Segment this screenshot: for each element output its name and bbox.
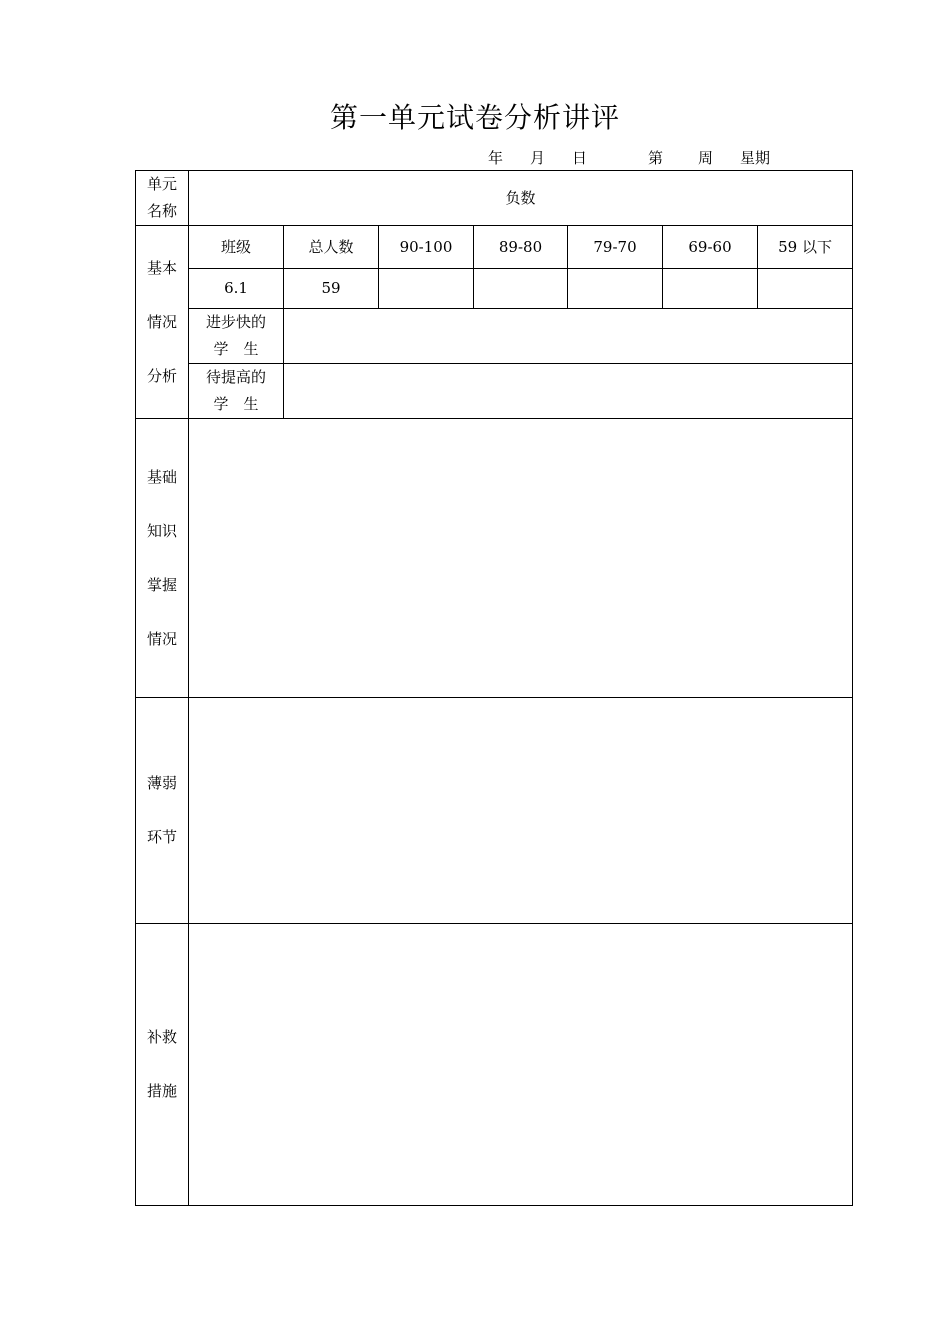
weak-points-label-line: 薄弱 xyxy=(146,774,177,792)
remedy-field[interactable] xyxy=(189,924,853,1206)
knowledge-label-line: 掌握 xyxy=(146,575,177,594)
to-improve-label-line1: 待提高的 xyxy=(205,368,266,386)
remedy-row xyxy=(136,924,853,1206)
fast-progress-label-line1: 进步快的 xyxy=(205,313,266,331)
fast-progress-row xyxy=(136,309,853,364)
remedy-label xyxy=(136,924,189,1206)
cell-90-100[interactable] xyxy=(379,269,474,309)
header-79-70: 79-70 xyxy=(568,226,663,269)
to-improve-label xyxy=(189,364,284,419)
basic-analysis-label-line: 情况 xyxy=(146,312,177,331)
date-year-label: 年 xyxy=(488,149,504,167)
fast-progress-field[interactable] xyxy=(284,309,853,364)
unit-name-row xyxy=(136,171,853,226)
week-suffix-label: 周 xyxy=(698,149,714,167)
unit-name-label-line1: 单元 xyxy=(146,175,177,193)
header-69-60: 69-60 xyxy=(663,226,758,269)
header-89-80: 89-80 xyxy=(474,226,568,269)
cell-89-80[interactable] xyxy=(474,269,568,309)
score-data-row xyxy=(136,269,853,309)
weak-points-field[interactable] xyxy=(189,698,853,924)
date-month-label: 月 xyxy=(530,149,546,167)
cell-69-60[interactable] xyxy=(663,269,758,309)
weak-points-label-line: 环节 xyxy=(146,828,177,846)
weak-points-label xyxy=(136,698,189,924)
weak-points-row xyxy=(136,698,853,924)
cell-below-59[interactable] xyxy=(758,269,853,309)
page-title: 第一单元试卷分析讲评 xyxy=(329,101,620,134)
header-90-100: 90-100 xyxy=(379,226,474,269)
unit-name-value[interactable]: 负数 xyxy=(189,171,853,226)
analysis-form-table xyxy=(135,170,853,1206)
remedy-label-line: 措施 xyxy=(146,1082,177,1100)
unit-name-label xyxy=(136,171,189,226)
knowledge-label-line: 知识 xyxy=(146,521,177,540)
score-header-row xyxy=(136,226,853,269)
knowledge-label-line: 基础 xyxy=(146,467,177,486)
cell-total[interactable]: 59 xyxy=(284,269,379,309)
basic-analysis-label-line: 基本 xyxy=(146,258,177,277)
knowledge-row xyxy=(136,419,853,698)
cell-class[interactable]: 6.1 xyxy=(189,269,284,309)
knowledge-label xyxy=(136,419,189,698)
basic-analysis-label xyxy=(136,226,189,419)
header-below-59: 59 以下 xyxy=(758,226,853,269)
to-improve-row xyxy=(136,364,853,419)
cell-79-70[interactable] xyxy=(568,269,663,309)
header-class: 班级 xyxy=(189,226,284,269)
fast-progress-label xyxy=(189,309,284,364)
knowledge-label-line: 情况 xyxy=(146,629,177,648)
unit-name-label-line2: 名称 xyxy=(146,202,177,220)
basic-analysis-label-line: 分析 xyxy=(146,366,177,385)
to-improve-field[interactable] xyxy=(284,364,853,419)
date-day-label: 日 xyxy=(572,149,588,167)
knowledge-field[interactable] xyxy=(189,419,853,698)
remedy-label-line: 补救 xyxy=(146,1028,177,1046)
header-total: 总人数 xyxy=(284,226,379,269)
weekday-label: 星期 xyxy=(740,149,771,167)
to-improve-label-line2: 学 生 xyxy=(213,395,259,413)
week-prefix-label: 第 xyxy=(648,149,664,167)
fast-progress-label-line2: 学 生 xyxy=(213,340,259,358)
